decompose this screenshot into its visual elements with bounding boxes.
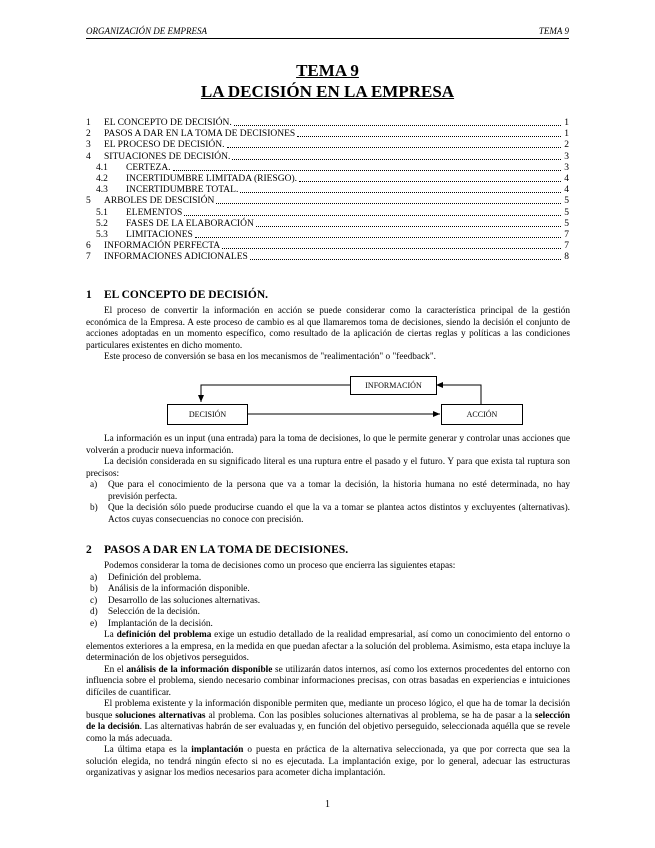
step-item [86, 573, 570, 585]
toc-entry-title: EL PROCESO DE DECISIÓN. [104, 140, 225, 151]
toc-entry [86, 185, 569, 196]
section-2-paragraph-3 [86, 699, 570, 745]
title-line-2: LA DECISIÓN EN LA EMPRESA [200, 82, 455, 101]
toc-entry-page: 2 [564, 140, 569, 151]
toc-leader-dots [195, 237, 561, 238]
toc-entry [86, 140, 569, 151]
toc-entry-number: 5.2 [96, 218, 108, 229]
toc-entry-page: 7 [564, 241, 569, 252]
section-1-paragraph-4: La decisión considerada en su significado literal es una ruptura entre el pasado y el futuro. Y para que exista tal ruptura son precisos: [86, 457, 570, 479]
toc-entry [86, 152, 569, 163]
list-item-text: Implantación de la decisión. [108, 618, 213, 629]
toc-entry-page: 5 [564, 218, 569, 229]
list-item-text: Desarrollo de las soluciones alternativas. [108, 595, 261, 606]
emphasis-information-analysis: análisis de la información disponible [126, 664, 273, 675]
step-item [86, 607, 570, 619]
table-of-contents [86, 118, 569, 263]
toc-entry [86, 174, 569, 185]
toc-entry-page: 8 [564, 252, 569, 263]
list-item-text: Que la decisión sólo puede producirse cuando el que la va a tomar se plantea actos distintos y excluyentes (alternativas). Actos cuyas consecuencias no conoce con precisión. [108, 503, 570, 525]
section-2-text [86, 561, 570, 780]
toc-entry-title: INFORMACIÓN PERFECTA [104, 241, 221, 252]
title-line-1: TEMA 9 [296, 61, 359, 80]
toc-leader-dots [216, 203, 561, 204]
toc-leader-dots [222, 248, 561, 249]
arrow-action-to-info [436, 385, 481, 404]
list-marker: e) [90, 618, 98, 629]
toc-entry-number: 2 [86, 129, 91, 140]
toc-entry-number: 4.3 [96, 185, 108, 196]
section-1-text-bottom [86, 434, 570, 526]
text-run: En el [104, 664, 127, 675]
toc-entry [86, 129, 569, 140]
section-1-paragraph-1: El proceso de convertir la información en acción se puede considerar como la característica principal de la gestión económica de la Empresa. A este proceso de cambio es al que llamaremos toma de decisiones, siendo la decisión el conjunto de acciones adoptadas en un momento específico, como resultado de la aplicación de ciertas reglas y políticas a las condiciones particulares existentes en dicho momento. [86, 306, 570, 351]
text-run: se utilizarán datos internos, así como los externos procedentes del entorno con influencia sobre el problema, siendo necesario combinar informaciones precisas, con otras basadas en experiencias e intuiciones difíciles de cuantificar. [86, 664, 571, 698]
toc-leader-dots [250, 259, 561, 260]
toc-entry-page: 4 [564, 185, 569, 196]
toc-entry [86, 118, 569, 129]
list-item-text: Que para el conocimiento de la persona que va a tomar la decisión, la historia humana no esté determinada, no hay previsión perfecta. [108, 480, 570, 502]
arrow-info-to-decision [201, 385, 350, 402]
emphasis-implementation: implantación [191, 745, 244, 755]
toc-entry-page: 5 [564, 207, 569, 218]
emphasis-decision-selection: selección de la decisión [86, 710, 570, 732]
condition-item [86, 503, 570, 526]
text-run: La última etapa es la [104, 745, 192, 755]
toc-leader-dots [256, 226, 561, 227]
toc-entry-number: 5.3 [96, 229, 108, 240]
list-marker: a) [90, 572, 98, 583]
list-item-text: Selección de la decisión. [108, 607, 200, 617]
list-marker: d) [90, 607, 98, 617]
toc-entry-title: INCERTIDUMBRE LIMITADA (RIESGO). [126, 173, 297, 184]
toc-entry-title: ELEMENTOS [126, 207, 183, 218]
emphasis-problem-definition: definición del problema [116, 630, 212, 640]
header-course: ORGANIZACIÓN DE EMPRESA [86, 26, 207, 36]
toc-entry [86, 163, 569, 174]
toc-entry-number: 4 [86, 151, 91, 162]
section-1-paragraph-2: Este proceso de conversión se basa en los mecanismos de "realimentación" o "feedback". [104, 352, 436, 362]
toc-leader-dots [227, 147, 561, 148]
toc-entry-number: 1 [86, 118, 91, 128]
toc-entry-page: 1 [564, 118, 569, 128]
text-run: El problema existente y la información disponible permiten que, mediante un proceso lógico, el que ha de tomar la decisión busque [86, 699, 570, 721]
toc-leader-dots [184, 215, 561, 216]
toc-entry-number: 3 [86, 140, 91, 151]
toc-entry [86, 208, 569, 219]
toc-entry [86, 196, 569, 207]
toc-leader-dots [240, 192, 561, 193]
text-run: exige un estudio detallado de la realidad empresarial, así como un conocimiento del entorno o elementos exteriores a la empresa, en la medida en que puedan afectar a la solución del problema. Asimismo, esta etapa incluye la determinación de los objetivos perseguidos. [86, 630, 570, 663]
section-1-paragraph-3: La información es un input (una entrada) para la toma de decisiones, lo que le permite generar y controlar unas acciones que volverán a producir nueva información. [86, 434, 570, 456]
toc-entry-title: EL CONCEPTO DE DECISIÓN. [104, 118, 232, 128]
section-1-number: 1 [86, 289, 92, 301]
toc-entry [86, 252, 569, 263]
step-item [86, 584, 570, 596]
toc-entry-title: ARBOLES DE DESCISIÓN [104, 196, 215, 207]
toc-leader-dots [297, 136, 561, 137]
header-rule [86, 38, 569, 39]
step-item [86, 596, 570, 608]
toc-entry-number: 4.1 [96, 162, 108, 173]
toc-entry-page: 1 [564, 129, 569, 140]
diagram-action-box: ACCIÓN [441, 404, 523, 425]
toc-entry [86, 230, 569, 241]
toc-entry-title: INFORMACIONES ADICIONALES [104, 252, 248, 263]
toc-leader-dots [234, 125, 561, 126]
header-topic: TEMA 9 [538, 26, 569, 36]
section-2-intro: Podemos considerar la toma de decisiones como un proceso que encierra las siguientes etapas: [104, 561, 456, 571]
toc-leader-dots [173, 170, 561, 171]
toc-leader-dots [232, 159, 561, 160]
section-2-paragraph-2 [86, 665, 570, 700]
toc-entry-title: INCERTIDUMBRE TOTAL. [126, 185, 239, 196]
condition-item [86, 480, 570, 503]
toc-entry-number: 5.1 [96, 207, 108, 218]
list-item-text: Definición del problema. [108, 572, 202, 583]
list-item-text: Análisis de la información disponible. [108, 584, 250, 594]
text-run: . Las alternativas habrán de ser evaluadas y, en función del objetivo perseguido, seleccionada aquélla que se revele como la más adecuada. [86, 722, 571, 744]
section-2-steps-list [86, 573, 570, 631]
section-2-paragraph-4 [86, 745, 570, 780]
text-run: o puesta en práctica de la alternativa seleccionada, ya que por correcta que sea la solución elegida, no tendrá ningún efecto si no es ejecutada. La implantación exige, por lo general, adecuar las estructuras organizativas y asignar los medios necesarios para acometer dicha implantación. [86, 745, 570, 778]
section-1-title: EL CONCEPTO DE DECISIÓN. [104, 289, 269, 301]
section-2-title: PASOS A DAR EN LA TOMA DE DECISIONES. [104, 544, 349, 556]
list-marker: b) [90, 584, 98, 594]
section-2-number: 2 [86, 544, 92, 556]
toc-entry-number: 6 [86, 241, 91, 252]
toc-entry-page: 5 [564, 196, 569, 207]
diagram-information-box: INFORMACIÓN [350, 376, 437, 395]
text-run: al problema. Con las posibles soluciones alternativas al problema, se ha de pasar a la [205, 710, 535, 721]
toc-entry-title: CERTEZA. [126, 162, 171, 173]
toc-entry-page: 7 [564, 229, 569, 240]
toc-entry-title: LIMITACIONES [126, 229, 193, 240]
toc-entry-page: 3 [564, 162, 569, 173]
section-1-heading [86, 289, 268, 301]
list-marker: a) [90, 480, 98, 490]
section-1-text-top [86, 306, 570, 364]
list-marker: c) [90, 595, 98, 606]
step-item [86, 619, 570, 631]
emphasis-alternative-solutions: soluciones alternativas [115, 710, 206, 721]
toc-entry-title: SITUACIONES DE DECISIÓN. [104, 151, 231, 162]
toc-entry [86, 241, 569, 252]
diagram-decision-box: DECISIÓN [167, 404, 248, 425]
text-run: La [104, 630, 117, 640]
section-2-heading [86, 544, 348, 556]
toc-entry-title: FASES DE LA ELABORACIÓN [126, 218, 254, 229]
toc-entry-number: 4.2 [96, 173, 108, 184]
toc-entry-page: 4 [564, 173, 569, 184]
section-2-paragraph-1 [86, 630, 570, 665]
toc-entry-page: 3 [564, 151, 569, 162]
toc-entry-title: PASOS A DAR EN LA TOMA DE DECISIONES [104, 129, 296, 140]
section-1-conditions-list [86, 480, 570, 526]
toc-entry [86, 219, 569, 230]
list-marker: b) [90, 503, 98, 513]
page-number: 1 [325, 799, 330, 810]
toc-leader-dots [299, 181, 561, 182]
toc-entry-number: 5 [86, 196, 91, 207]
toc-entry-number: 7 [86, 252, 91, 263]
